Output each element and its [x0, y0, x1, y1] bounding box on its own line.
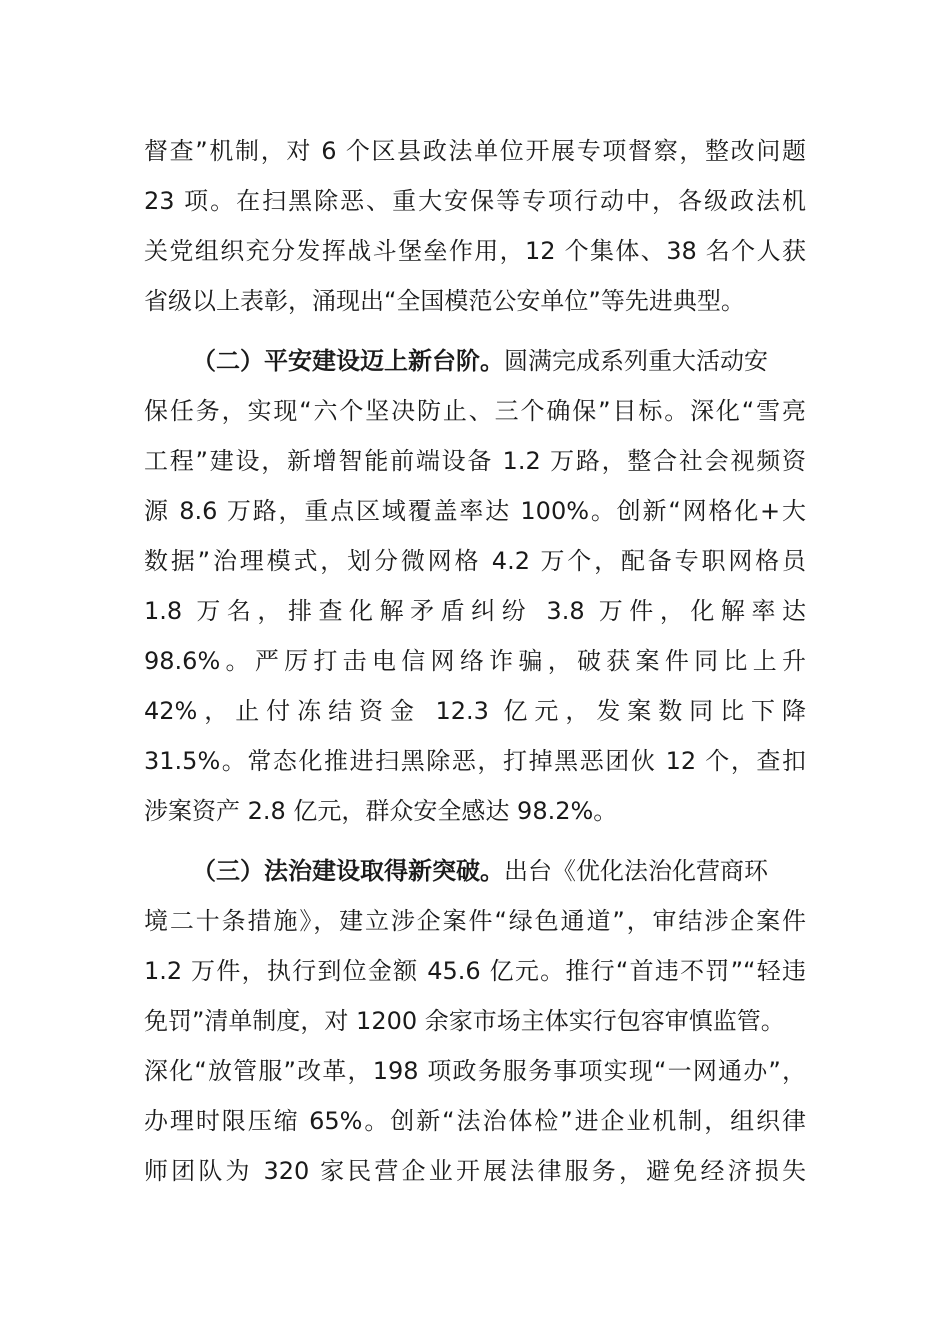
- text-line: 工程”建设，新增智能前端设备 1.2 万路，整合社会视频资: [144, 447, 806, 475]
- text-line: 98.6%。严厉打击电信网络诈骗，破获案件同比上升: [144, 647, 806, 675]
- text-line: 师团队为 320 家民营企业开展法律服务，避免经济损失: [144, 1157, 806, 1185]
- text-line: 办理时限压缩 65%。创新“法治体检”进企业机制，组织律: [144, 1107, 806, 1135]
- text-line: 境二十条措施》，建立涉企案件“绿色通道”，审结涉企案件: [144, 907, 806, 935]
- text-line: 深化“放管服”改革，198 项政务服务事项实现“一网通办”，: [144, 1057, 806, 1085]
- text-line: 1.2 万件，执行到位金额 45.6 亿元。推行“首违不罚”“轻违: [144, 957, 806, 985]
- text-line: 免罚”清单制度，对 1200 余家市场主体实行包容审慎监管。: [144, 1007, 785, 1035]
- paragraph-first-line: [144, 846, 806, 896]
- text-line: 保任务，实现“六个坚决防止、三个确保”目标。深化“雪亮: [144, 397, 806, 425]
- text-line: 31.5%。常态化推进扫黑除恶，打掉黑恶团伙 12 个，查扣: [144, 747, 806, 775]
- text-run: 出台《优化法治化营商环: [504, 857, 768, 885]
- text-line: 关党组织充分发挥战斗堡垒作用，12 个集体、38 名个人获: [144, 237, 806, 265]
- text-line: 督查”机制，对 6 个区县政法单位开展专项督察，整改问题: [144, 137, 806, 165]
- paragraph-1: [144, 126, 806, 326]
- section-heading: （三）法治建设取得新突破。: [192, 857, 504, 885]
- paragraph-spacer: [144, 836, 806, 846]
- text-line: 1.8 万名，排查化解矛盾纠纷 3.8 万件，化解率达: [144, 597, 806, 625]
- paragraph-first-line: [144, 336, 806, 386]
- text-line: 省级以上表彰，涌现出“全国模范公安单位”等先进典型。: [144, 287, 745, 315]
- paragraph-3: [144, 846, 806, 1196]
- text-line: 42%，止付冻结资金 12.3 亿元，发案数同比下降: [144, 697, 806, 725]
- section-heading: （二）平安建设迈上新台阶。: [192, 347, 504, 375]
- document-body: [144, 126, 806, 1196]
- paragraph-2: [144, 336, 806, 836]
- text-line: 数据”治理模式，划分微网格 4.2 万个，配备专职网格员: [144, 547, 806, 575]
- paragraph-spacer: [144, 326, 806, 336]
- text-line: 涉案资产 2.8 亿元，群众安全感达 98.2%。: [144, 797, 618, 825]
- text-line: 源 8.6 万路，重点区域覆盖率达 100%。创新“网格化+大: [144, 497, 806, 525]
- text-line: 23 项。在扫黑除恶、重大安保等专项行动中，各级政法机: [144, 187, 806, 215]
- text-run: 圆满完成系列重大活动安: [504, 347, 768, 375]
